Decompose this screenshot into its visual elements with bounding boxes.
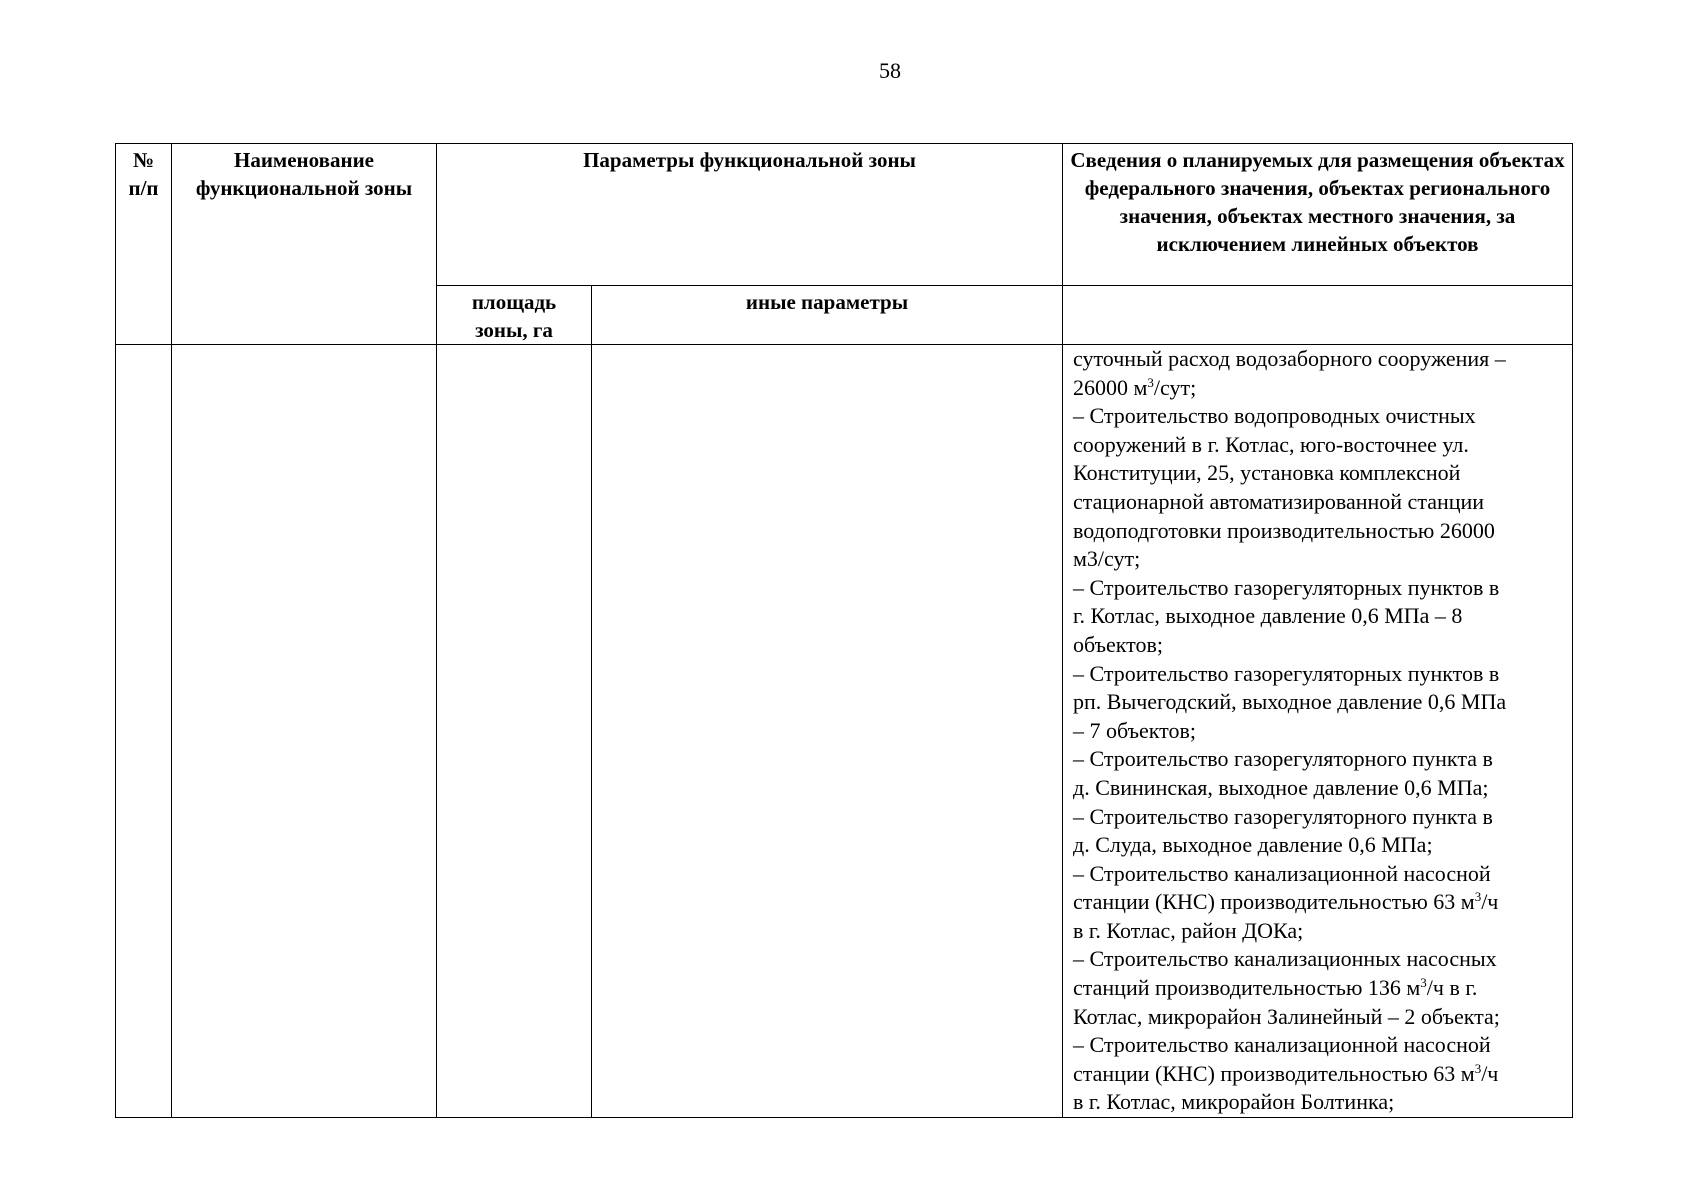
- info-line: – Строительство канализационной насосной: [1073, 1032, 1491, 1058]
- info-line: станций производительностью 136 $м^3/ч$ в г.: [1073, 975, 1478, 1001]
- table-row: [116, 345, 1573, 1118]
- info-line: д. Свининская, выходное давление 0,6 МПа;: [1073, 774, 1489, 800]
- info-line: – 7 объектов;: [1073, 717, 1197, 743]
- info-line: Котлас, микрорайон Залинейный – 2 объекта;: [1073, 1003, 1500, 1029]
- cell-area: [437, 345, 592, 1118]
- info-line: в г. Котлас, микрорайон Болтинка;: [1073, 1089, 1395, 1115]
- info-line: д. Слуда, выходное давление 0,6 МПа;: [1073, 832, 1433, 858]
- info-line: – Строительство газорегуляторных пунктов в: [1073, 660, 1500, 686]
- header-zone-parameters: Параметры функциональной зоны: [437, 144, 1063, 286]
- info-line: – Строительство газорегуляторного пункта в: [1073, 803, 1493, 829]
- info-line: г. Котлас, выходное давление 0,6 МПа – 8: [1073, 603, 1463, 629]
- cell-number: [116, 345, 172, 1118]
- info-line: – Строительство канализационных насосных: [1073, 946, 1497, 972]
- info-line: в г. Котлас, район ДОКа;: [1073, 917, 1304, 943]
- info-line: водоподготовки производительностью 26000: [1073, 517, 1495, 543]
- info-line: объектов;: [1073, 631, 1164, 657]
- info-line: – Строительство газорегуляторного пункта в: [1073, 746, 1493, 772]
- info-line: станции (КНС) производительностью 63 $м^3/ч$: [1073, 889, 1499, 915]
- subheader-area: площадь зоны, га: [437, 286, 592, 345]
- cell-other-parameters: [592, 345, 1063, 1118]
- info-line: – Строительство канализационной насосной: [1073, 860, 1491, 886]
- info-line: сооружений в г. Котлас, юго-восточнее ул.: [1073, 431, 1469, 457]
- table-header-row: [116, 144, 1573, 286]
- info-line: суточный расход водозаборного сооружения –: [1073, 346, 1506, 371]
- page-number: 58: [879, 58, 901, 83]
- cell-zone-name: [172, 345, 437, 1118]
- info-line: рп. Вычегодский, выходное давление 0,6 МПа: [1073, 689, 1507, 715]
- header-number: № п/п: [116, 144, 172, 345]
- header-planned-objects: Сведения о планируемых для размещения объектах федерального значения, объектах регионального значения, объектах местного значения, за исключением линейных объектов: [1063, 144, 1573, 286]
- info-line: станции (КНС) производительностью 63 $м^3/ч$: [1073, 1060, 1499, 1086]
- info-line: Конституции, 25, установка комплексной: [1073, 460, 1461, 486]
- cell-planned-objects: [1063, 345, 1573, 1118]
- info-line: стационарной автоматизированной станции: [1073, 488, 1485, 514]
- functional-zones-table: [115, 143, 1573, 1118]
- header-zone-name: Наименование функциональной зоны: [172, 144, 437, 345]
- subheader-other-parameters: иные параметры: [592, 286, 1063, 345]
- subheader-empty: [1063, 286, 1573, 345]
- info-line: 26000 $м^3$/сут;: [1073, 374, 1197, 400]
- info-line: м3/сут;: [1073, 546, 1141, 572]
- info-line: – Строительство водопроводных очистных: [1073, 403, 1476, 429]
- info-line: – Строительство газорегуляторных пунктов в: [1073, 574, 1500, 600]
